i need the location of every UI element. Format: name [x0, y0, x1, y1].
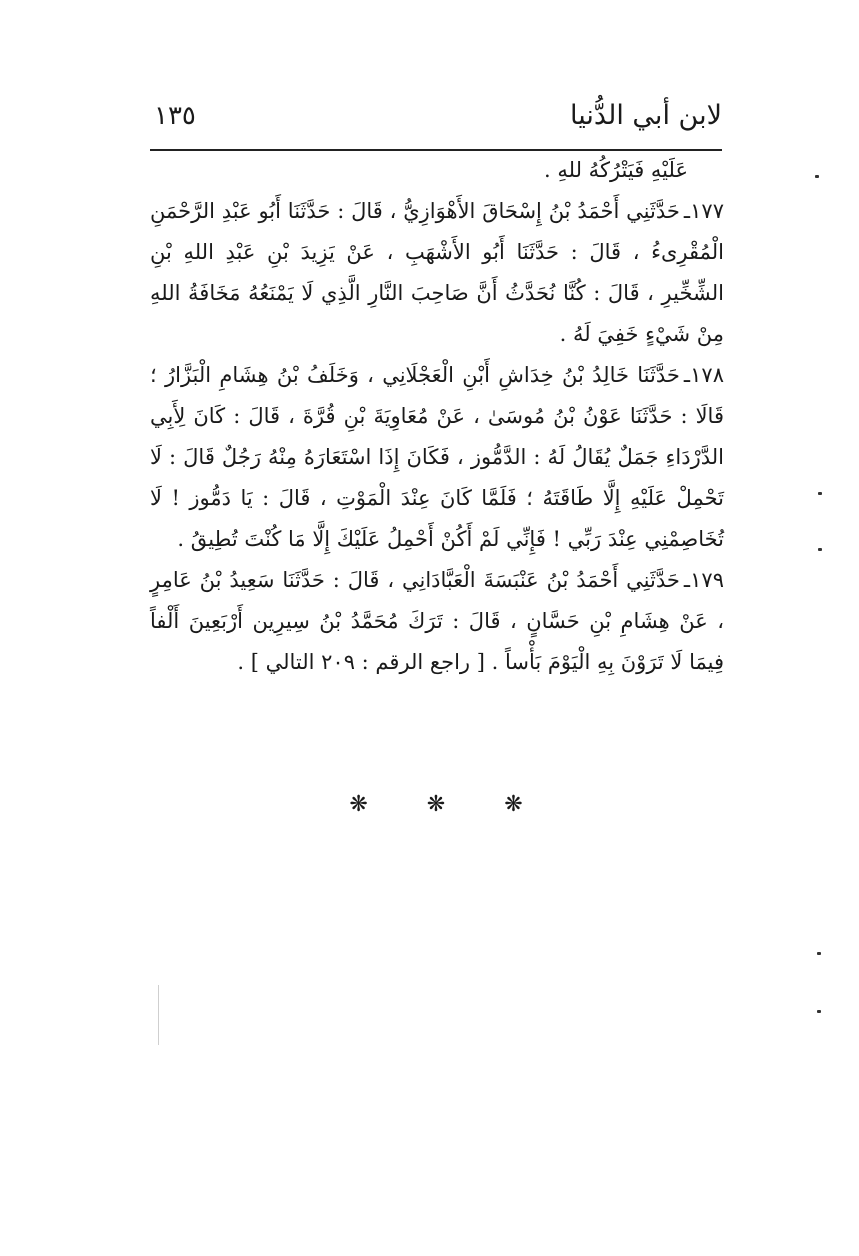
section-separator — [150, 792, 722, 817]
hadith-179 — [150, 560, 724, 683]
page-header — [150, 96, 722, 146]
hadith-178 — [150, 355, 724, 560]
scan-line — [158, 985, 159, 1045]
hadith-text: حَدَّثَنِي أَحْمَدُ بْنُ إِسْحَاقَ الأَهْوَازِيُّ ، قَالَ : حَدَّثَنَا أَبُو عَبْدِ الرَّحْمَنِ الْمُقْرِىءُ ، قَالَ : حَدَّثَنَا أَبُو الأَشْهَبِ ، عَنْ يَزِيدَ بْنِ عَبْدِ اللهِ بْنِ الشِّخِّيرِ ، قَالَ : كُنَّا نُحَدَّثُ أَنَّ صَاحِبَ النَّارِ الَّذِي لَا يَمْنَعُهُ مَخَافَةُ اللهِ مِنْ شَيْءٍ خَفِيَ لَهُ . — [150, 199, 724, 346]
scan-speck — [818, 492, 822, 495]
continuation-line: عَلَيْهِ فَيَتْرُكُهُ للهِ . — [544, 158, 688, 182]
separator-star-icon: ❋ — [504, 792, 523, 817]
scan-speck — [818, 548, 822, 551]
hadith-dash: ـ — [683, 363, 690, 387]
separator-star-icon: ❋ — [349, 792, 368, 817]
hadith-number: ١٧٩ — [690, 568, 724, 592]
scan-speck — [817, 952, 821, 955]
scan-speck — [817, 1010, 821, 1013]
separator-star-icon: ❋ — [426, 792, 446, 817]
hadith-177 — [150, 191, 724, 355]
hadith-text: حَدَّثَنَا خَالِدُ بْنُ خِدَاشِ أَبْنِ الْعَجْلَانِي ، وَخَلَفُ بْنُ هِشَامِ الْبَزَّارُ ؛ قَالَا : حَدَّثَنَا عَوْنُ بْنُ مُوسَىٰ ، عَنْ مُعَاوِيَةَ بْنِ قُرَّةَ ، قَالَ : كَانَ لِأَبِي الدَّرْدَاءِ جَمَلٌ يُقَالُ لَهُ : الدَّمُّوز ، فَكَانَ إِذَا اسْتَعَارَهُ مِنْهُ رَجُلٌ قَالَ : لَا تَحْمِلْ عَلَيْهِ إِلَّا طَاقَتَهُ ؛ فَلَمَّا كَانَ عِنْدَ الْمَوْتِ ، قَالَ : يَا دَمُّوز ! لَا تُخَاصِمْنِي عِنْدَ رَبِّي ! فَإِنِّي لَمْ أَكُنْ أَحْمِلُ عَلَيْكَ إِلَّا مَا كُنْتَ تُطِيقُ . — [150, 363, 724, 551]
hadith-dash: ـ — [683, 568, 690, 592]
hadith-dash: ـ — [683, 199, 690, 223]
running-title: لابن أبي الدُّنيا — [570, 100, 722, 131]
hadith-text: حَدَّثَنِي أَحْمَدُ بْنُ عَنْبَسَةَ الْعَبَّادَانِي ، قَالَ : حَدَّثَنَا سَعِيدُ بْنُ عَامِرٍ ، عَنْ هِشَامِ بْنِ حَسَّانٍ ، قَالَ : تَرَكَ مُحَمَّدُ بْنُ سِيرِين أَرْبَعِينَ أَلْفاً فِيمَا لَا تَرَوْنَ بِهِ الْيَوْمَ بَأْساً . [ راجع الرقم : ٢٠٩ التالي ] . — [150, 568, 724, 674]
page-body — [150, 150, 724, 683]
hadith-number: ١٧٨ — [690, 363, 724, 387]
hadith-number: ١٧٧ — [690, 199, 724, 223]
scan-speck — [815, 175, 819, 178]
page-number: ١٣٥ — [154, 101, 196, 131]
